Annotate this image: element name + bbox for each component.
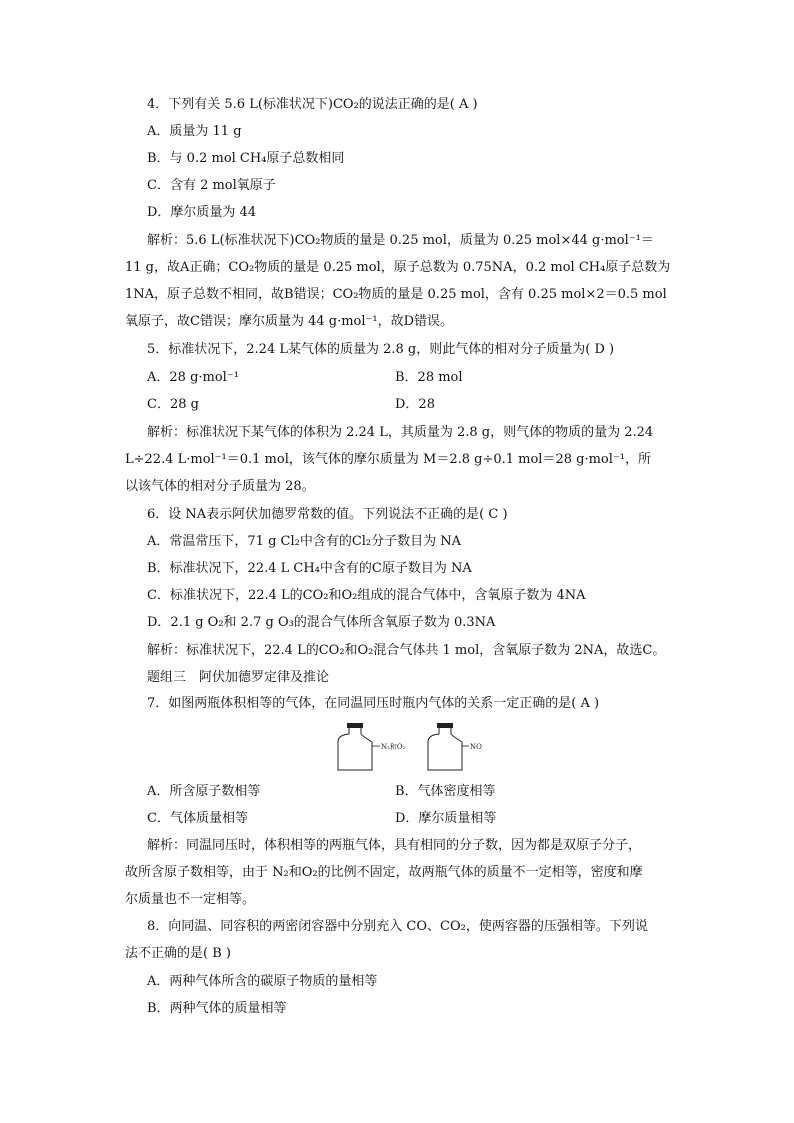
q4-option-b: B．与 0.2 mol CH₄原子总数相同 (147, 151, 345, 166)
q7-stem: 7．如图两瓶体积相等的气体，在同温同压时瓶内气体的关系一定正确的是( A ) (147, 696, 600, 711)
q7-option-a: A．所含原子数相等 (147, 784, 261, 799)
q4-explanation-line1: 解析：5.6 L(标准状况下)CO₂物质的量是 0.25 mol，质量为 0.25 mol×44 g·mol⁻¹＝ (147, 233, 654, 248)
q6-option-a: A．常温常压下，71 g Cl₂中含有的Cl₂分子数目为 NA (147, 534, 462, 549)
q7-option-b: B．气体密度相等 (395, 784, 496, 799)
q4-option-d: D．摩尔质量为 44 (147, 205, 257, 220)
q7-option-c: C．气体质量相等 (147, 811, 248, 826)
q5-option-c: C．28 g (147, 397, 199, 412)
q7-explanation-line3: 尔质量也不一定相等。 (125, 892, 256, 907)
q4-explanation-line2: 11 g，故A正确；CO₂物质的量是 0.25 mol，原子总数为 0.75NA，0.2 mol CH₄原子总数为 (125, 260, 671, 275)
q7-option-d: D．摩尔质量相等 (395, 811, 497, 826)
q5-explanation-line1: 解析：标准状况下某气体的体积为 2.24 L，其质量为 2.8 g，则气体的物质的量为 2.24 (147, 425, 654, 440)
q8-option-a: A．两种气体所含的碳原子物质的量相等 (147, 974, 378, 989)
q6-option-b: B．标准状况下，22.4 L CH₄中含有的C原子数目为 NA (147, 561, 472, 576)
q7-explanation-line1: 解析：同温同压时，体积相等的两瓶气体，具有相同的分子数，因为都是双原子分子， (147, 838, 642, 853)
q7-explanation-line2: 故所含原子数相等，由于 N₂和O₂的比例不固定，故两瓶气体的质量不一定相等，密度和摩 (125, 865, 643, 880)
q4-option-c: C．含有 2 mol氧原子 (147, 178, 276, 193)
gas-bottles-figure (330, 722, 510, 774)
q6-option-d: D．2.1 g O₂和 2.7 g O₃的混合气体所含氧原子数为 0.3NA (147, 615, 496, 630)
q4-stem: 4．下列有关 5.6 L(标准状况下)CO₂的说法正确的是( A ) (147, 97, 478, 112)
q4-explanation-line4: 氧原子，故C错误；摩尔质量为 44 g·mol⁻¹，故D错误。 (125, 314, 454, 329)
bottle-label-left: N₂和O₂ (381, 743, 406, 751)
q8-stem-line2: 法不正确的是( B ) (125, 946, 231, 961)
q5-explanation-line2: L÷22.4 L·mol⁻¹＝0.1 mol，该气体的摩尔质量为 M＝2.8 g÷0.1 mol＝28 g·mol⁻¹，所 (125, 452, 651, 467)
q5-option-b: B．28 mol (395, 370, 463, 385)
q6-explanation-line1: 解析：标准状况下，22.4 L的CO₂和O₂混合气体共 1 mol，含氧原子数为 2NA，故选C。 (147, 643, 666, 658)
group-heading: 题组三 阿伏加德罗定律及推论 (147, 670, 330, 685)
q8-option-b: B．两种气体的质量相等 (147, 1001, 287, 1016)
q6-option-c: C．标准状况下，22.4 L的CO₂和O₂组成的混合气体中，含氧原子数为 4NA (147, 588, 586, 603)
q5-stem: 5．标准状况下，2.24 L某气体的质量为 2.8 g，则此气体的相对分子质量为( D ) (147, 342, 615, 357)
q5-explanation-line3: 以该气体的相对分子质量为 28。 (125, 479, 315, 494)
bottle-icon-left (338, 723, 380, 770)
q4-explanation-line3: 1NA，原子总数不相同，故B错误；CO₂物质的量是 0.25 mol，含有 0.25 mol×2＝0.5 mol (125, 287, 667, 302)
bottle-icon-right (428, 723, 469, 770)
bottle-label-right: NO (470, 743, 482, 751)
q8-stem-line1: 8．向同温、同容积的两密闭容器中分别充入 CO、CO₂，使两容器的压强相等。下列说 (147, 919, 648, 934)
q6-stem: 6．设 NA表示阿伏加德罗常数的值。下列说法不正确的是( C ) (147, 507, 508, 522)
q4-option-a: A．质量为 11 g (147, 124, 242, 139)
q5-option-d: D．28 (395, 397, 435, 412)
q5-option-a: A．28 g·mol⁻¹ (147, 370, 239, 385)
